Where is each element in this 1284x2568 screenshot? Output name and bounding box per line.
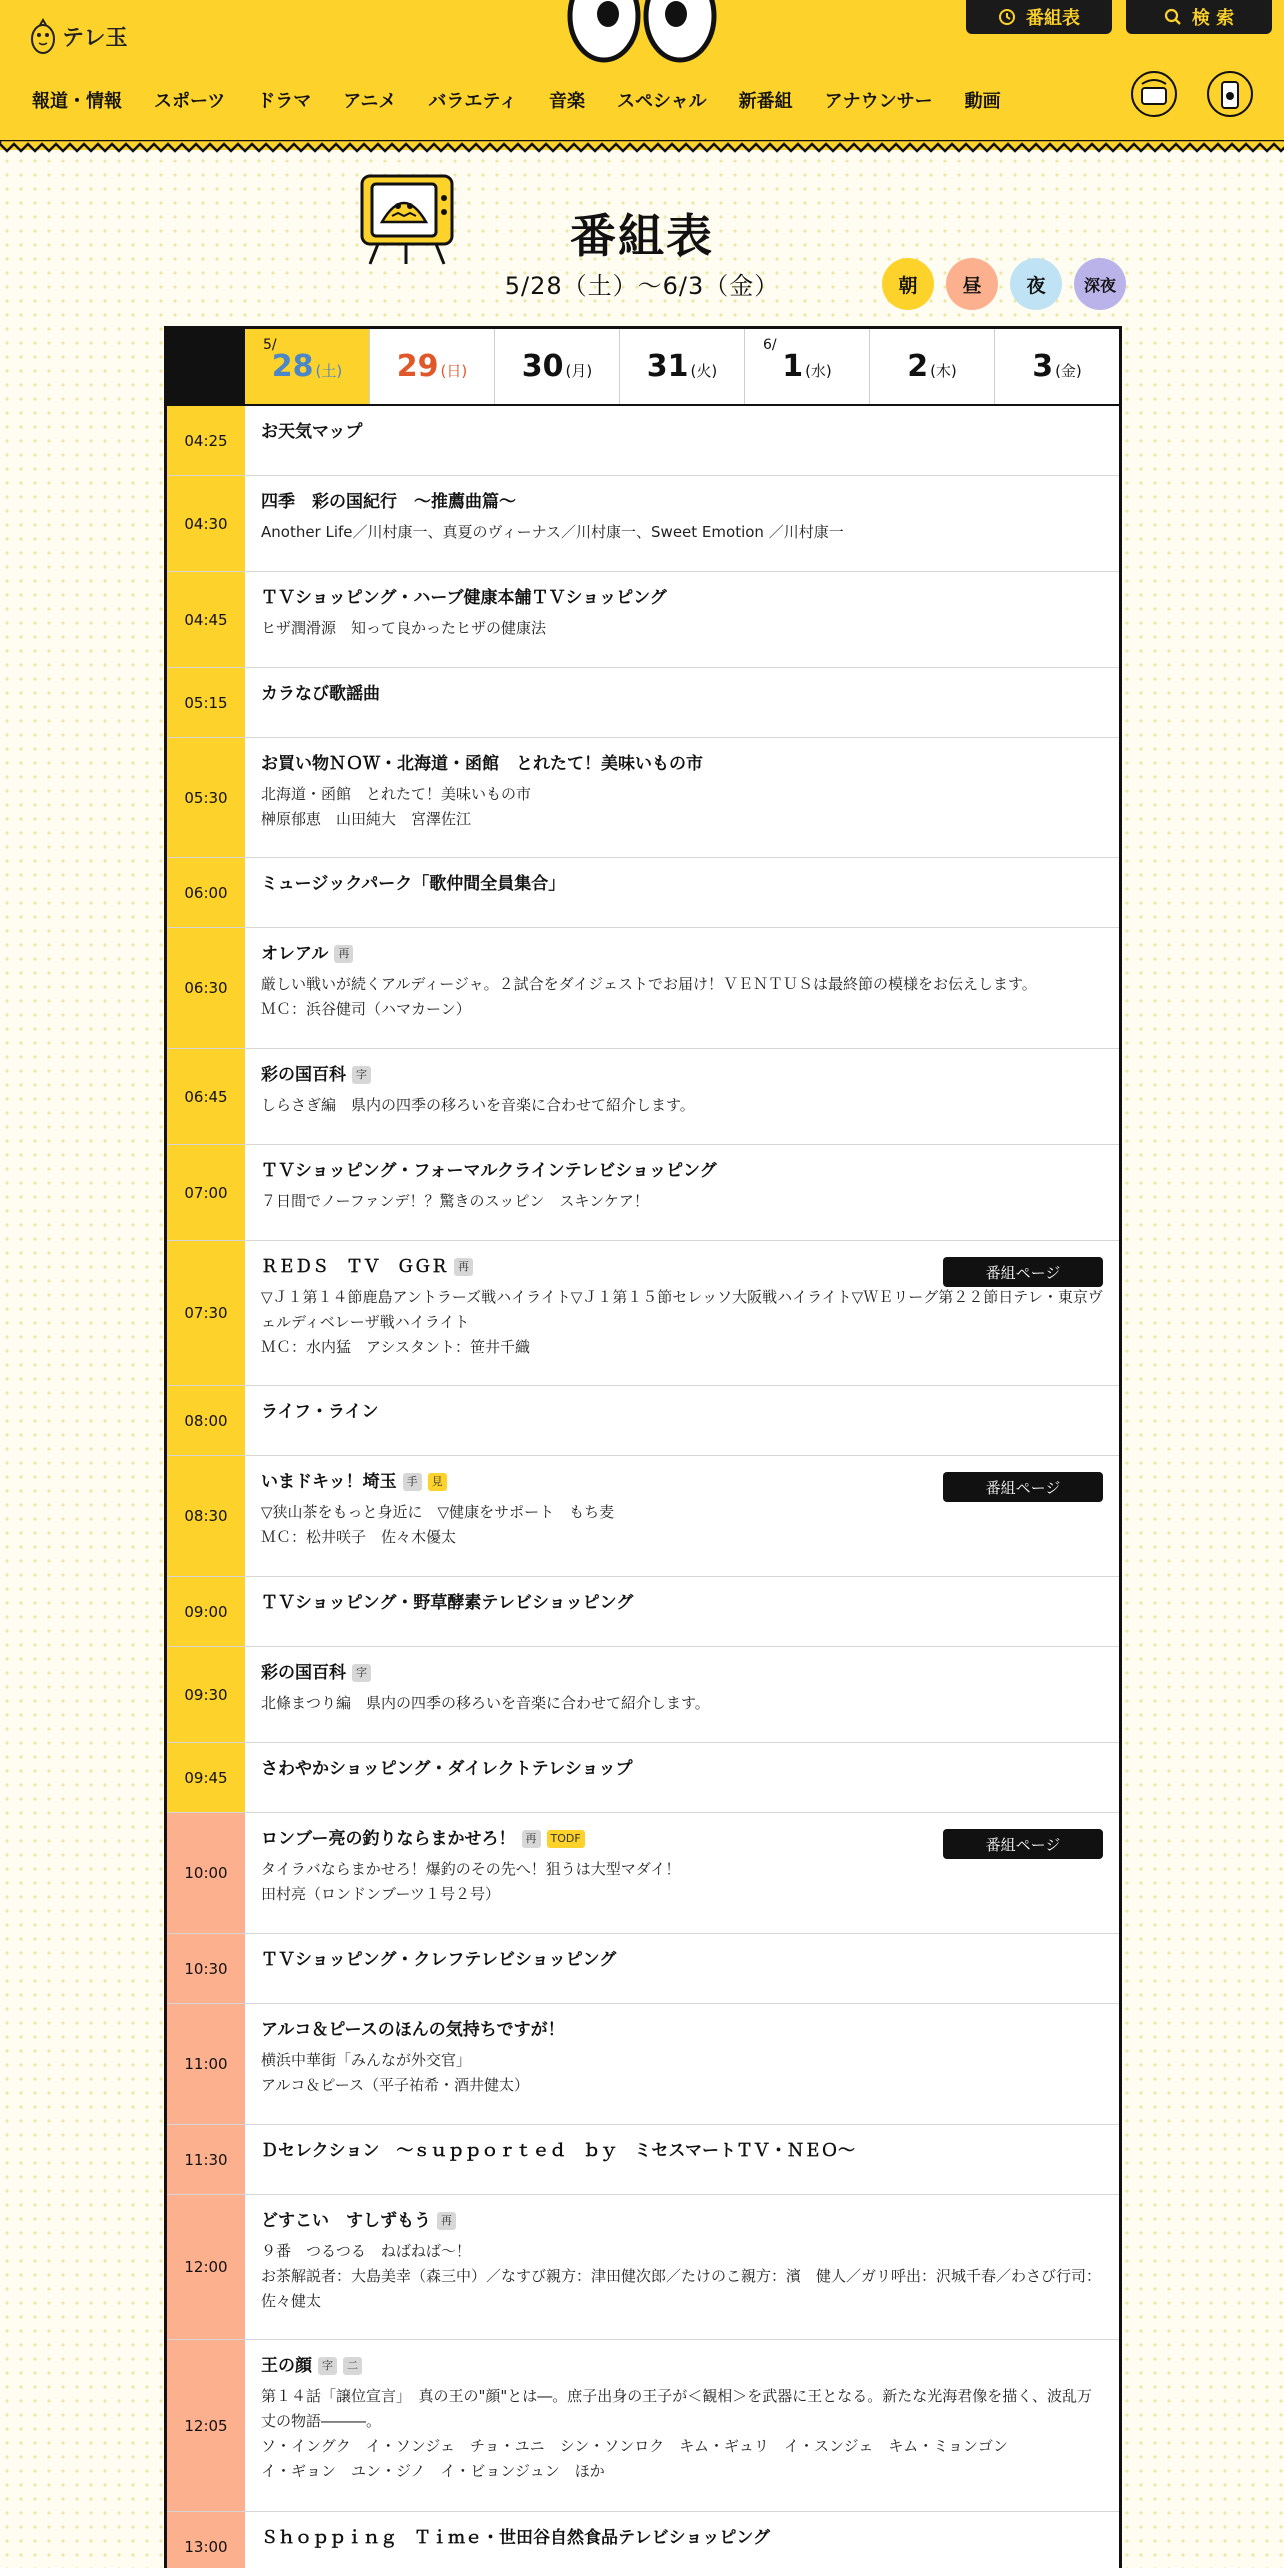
time-period-filters [882,258,1126,310]
program-title-text: さわやかショッピング・ダイレクトテレショップ [261,1759,633,1779]
day-tabs-corner [167,329,245,404]
program-description-line: お茶解説者：大島美幸（森三中）／なすび親方：津田健次郎／たけのこ親方：濱 健人／ガリ呼出：沢城千春／わさび行司：佐々健太 [261,2267,1102,2310]
day-tab-month: 5/ [263,337,277,353]
search-button-label: 検 索 [1191,8,1235,29]
search-button[interactable] [1126,0,1272,34]
program-title[interactable] [261,490,1103,514]
site-logo[interactable] [30,14,128,58]
program-body [245,1647,1119,1742]
program-badge: 手 [403,1473,422,1491]
filter-late-night[interactable]: 深夜 [1074,258,1126,310]
program-title-text: ライフ・ライン [261,1402,379,1422]
program-description-line: イ・ギョン ユン・ジノ イ・ビョンジュン ほか [261,2462,605,2480]
program-title-text: カラなび歌謡曲 [261,684,380,704]
program-description-line: ▽Ｊ１第１４節鹿島アントラーズ戦ハイライト▽Ｊ１第１５節セレッソ大阪戦ハイライト▽ＷＥリーグ第２２節日テレ・東京ヴェルディベレーザ戦ハイライト [261,1288,1103,1331]
day-tab-date: 1 [782,349,804,384]
program-time: 08:30 [167,1456,245,1576]
program-time: 05:15 [167,668,245,737]
nav-item-new-programs[interactable]: 新番組 [738,91,793,112]
nav-item-variety[interactable]: バラエティ [428,91,517,112]
program-title[interactable] [261,682,1103,706]
program-list [167,406,1119,2568]
program-row[interactable] [167,2004,1119,2125]
day-tab-date: 29 [396,349,439,384]
program-badge: 字 [318,2357,337,2375]
tamakun-mascot-icon [30,17,56,55]
day-tab-month: 6/ [763,337,777,353]
program-title-text: Ｄセレクション ～ｓｕｐｐｏｒｔｅｄ ｂｙ ミセスマートＴＶ・ＮＥＯ～ [261,2141,855,2161]
program-row[interactable] [167,668,1119,738]
program-time: 06:30 [167,928,245,1048]
program-badge: 再 [522,1830,541,1848]
day-tab-weekday: (木) [930,362,957,380]
program-body [245,738,1119,857]
program-title-text: アルコ＆ピースのほんの気持ちですが！ [261,2020,565,2040]
program-badge: TODF [547,1830,585,1848]
program-title-text: いまドキッ！埼玉 [261,1472,397,1492]
program-title-text: Ｓｈｏｐｐｉｎｇ Ｔｉｍｅ・世田谷自然食品テレビショッピング [261,2528,770,2548]
program-description [261,1691,1103,1716]
program-badge: 再 [437,2212,456,2230]
program-description-line: ＭＣ：松井咲子 佐々木優太 [261,1528,457,1546]
program-description-line: ソ・イングク イ・ソンジェ チョ・ユニ シン・ソンロク キム・ギュリ イ・スンジェ キム・ミョンゴン [261,2437,1008,2455]
program-body [245,1577,1119,1646]
program-description-line: ７日間でノーファンデ！？驚きのスッピン スキンケア！ [261,1192,649,1210]
program-body [245,572,1119,667]
day-tab-date: 30 [521,349,564,384]
program-title[interactable] [261,1159,1103,1183]
day-tab-weekday: (火) [690,362,718,380]
program-row[interactable] [167,476,1119,572]
program-description [261,1500,1103,1550]
program-badge: 字 [352,1664,371,1682]
program-description [261,1189,1103,1214]
program-row[interactable] [167,1647,1119,1743]
tv-mascot-illustration [352,168,464,268]
program-row[interactable] [167,1145,1119,1241]
program-body [245,858,1119,927]
program-body [245,2125,1119,2194]
program-body [245,2195,1119,2339]
program-description [261,972,1103,1022]
day-tab-weekday: (金) [1055,362,1082,380]
filter-night[interactable]: 夜 [1010,258,1062,310]
program-description-line: ヒザ潤滑源 知って良かったヒザの健康法 [261,619,547,637]
nav-item-drama[interactable]: ドラマ [257,91,312,112]
program-body [245,476,1119,571]
day-tab[interactable] [869,329,994,404]
program-time: 04:25 [167,406,245,475]
program-body [245,2004,1119,2124]
program-time: 10:30 [167,1934,245,2003]
nav-item-sports[interactable]: スポーツ [154,91,226,112]
program-description [261,1285,1103,1360]
program-body [245,1049,1119,1144]
program-title[interactable] [261,2526,1103,2550]
program-title-text: ＴＶショッピング・フォーマルクラインテレビショッピング [261,1161,717,1181]
program-title[interactable] [261,872,1103,896]
program-description-line: ＭＣ：水内猛 アシスタント：笹井千織 [261,1338,530,1356]
telemasu-icon[interactable] [1206,70,1254,118]
day-tab-date: 3 [1032,349,1054,384]
date-range: 5/28（土）〜6/3（金） [504,272,780,300]
program-row[interactable] [167,928,1119,1049]
program-title-text: ＲＥＤＳ ＴＶ ＧＧＲ [261,1257,448,1277]
program-time: 07:30 [167,1241,245,1385]
program-description [261,520,1103,545]
mascot-eyes-icon [566,0,718,64]
day-tabs [167,329,1119,406]
program-description-line: 北條まつり編 県内の四季の移ろいを音楽に合わせて紹介します。 [261,1694,710,1712]
program-body [245,1934,1119,2003]
program-row[interactable] [167,1241,1119,1386]
program-time: 09:00 [167,1577,245,1646]
day-tab[interactable] [245,329,369,404]
program-badge: 字 [352,1066,371,1084]
program-row[interactable] [167,1743,1119,1813]
program-title[interactable] [261,1591,1103,1615]
header-zigzag-divider [0,140,1284,154]
program-description-line: 厳しい戦いが続くアルディージャ。２試合をダイジェストでお届け！ＶＥＮＴＵＳは最終節の模様をお伝えします。 [261,975,1037,993]
filter-daytime[interactable]: 昼 [946,258,998,310]
day-tab-date: 2 [907,349,929,384]
day-tab-weekday: (月) [565,362,593,380]
program-title[interactable] [261,1400,1103,1424]
program-badge: 再 [454,1258,473,1276]
day-tab-date: 31 [646,349,689,384]
nav-item-announcers[interactable]: アナウンサー [824,91,933,112]
program-title[interactable] [261,1661,1103,1685]
program-title[interactable] [261,942,1103,966]
program-row[interactable] [167,1049,1119,1145]
program-time: 08:00 [167,1386,245,1455]
program-title[interactable] [261,1948,1103,1972]
program-row[interactable] [167,1577,1119,1647]
program-title-text: オレアル [261,944,329,964]
day-tab-weekday: (水) [805,362,832,380]
program-body [245,2340,1119,2511]
program-row[interactable] [167,572,1119,668]
program-time: 12:00 [167,2195,245,2339]
program-body [245,1743,1119,1812]
search-icon [1164,8,1182,26]
program-time: 04:45 [167,572,245,667]
program-description-line: タイラバならまかせろ！爆釣のその先へ！狙うは大型マダイ！ [261,1860,681,1878]
program-description-line: 第１４話「譲位宣言」 真の王の"顔"とは―。庶子出身の王子が＜観相＞を武器に王となる。新たな光海君像を描く、波乱万丈の物語―――。 [261,2387,1093,2430]
program-row[interactable] [167,1456,1119,1577]
program-row[interactable] [167,406,1119,476]
program-title[interactable] [261,752,1103,776]
program-description [261,2384,1103,2484]
program-description-line: 榊原郁恵 山田純大 宮澤佐江 [261,810,472,828]
program-badge: 再 [334,945,353,963]
program-time: 10:00 [167,1813,245,1933]
program-title-text: 彩の国百科 [261,1065,346,1085]
program-body [245,1386,1119,1455]
program-title[interactable] [261,586,1103,610]
program-time: 06:45 [167,1049,245,1144]
program-row[interactable] [167,858,1119,928]
program-title-text: どすこい すしずもう [261,2211,431,2231]
main-nav [14,84,1017,116]
program-description-line: 田村亮（ロンドンブーツ１号２号） [261,1885,500,1903]
program-body [245,928,1119,1048]
program-time: 12:05 [167,2340,245,2511]
program-title[interactable] [261,2018,1103,2042]
program-time: 05:30 [167,738,245,857]
program-row[interactable] [167,738,1119,858]
program-title-text: ロンブー亮の釣りならまかせろ！ [261,1829,516,1849]
program-description [261,616,1103,641]
program-description-line: Another Life／川村康一、真夏のヴィーナス／川村康一、Sweet Emotion ／川村康一 [261,523,844,541]
program-description [261,2048,1103,2098]
day-tab-date: 28 [271,349,314,384]
program-title-text: 彩の国百科 [261,1663,346,1683]
program-title[interactable] [261,2354,1103,2378]
filter-morning[interactable]: 朝 [882,258,934,310]
program-title-text: ＴＶショッピング・クレフテレビショッピング [261,1950,617,1970]
program-row[interactable] [167,2340,1119,2512]
logo-text: テレ玉 [62,25,128,51]
tv-icon[interactable] [1130,70,1178,118]
program-time: 11:00 [167,2004,245,2124]
program-title[interactable] [261,1757,1103,1781]
clock-icon [998,8,1016,26]
program-description [261,2239,1103,2314]
nav-item-music[interactable]: 音楽 [548,91,585,112]
program-body [245,1145,1119,1240]
program-badge: 見 [428,1473,447,1491]
program-description-line: 横浜中華街「みんなが外交官」 [261,2051,472,2069]
program-time: 13:00 [167,2512,245,2568]
nav-item-anime[interactable]: アニメ [343,91,397,112]
program-description [261,782,1103,832]
program-body [245,668,1119,737]
program-body [245,406,1119,475]
program-description-line: ＭＣ：浜谷健司（ハマカーン） [261,1000,471,1018]
program-title-text: お天気マップ [261,422,363,442]
day-tab[interactable] [744,329,869,404]
program-body [245,2512,1119,2568]
program-time: 09:45 [167,1743,245,1812]
program-row[interactable] [167,2125,1119,2195]
program-row[interactable] [167,1386,1119,1456]
day-tab[interactable] [994,329,1119,404]
program-row[interactable] [167,2195,1119,2340]
schedule-button-label: 番組表 [1026,8,1080,29]
program-description-line: ９番 つるつる ねばねば～！ [261,2242,471,2260]
day-tab[interactable] [619,329,744,404]
program-page-button[interactable]: 番組ページ [943,1472,1103,1502]
program-time: 09:30 [167,1647,245,1742]
day-tab[interactable] [494,329,619,404]
site-header [0,0,1284,150]
schedule-button[interactable] [966,0,1112,34]
nav-item-news[interactable]: 報道・情報 [32,91,122,112]
program-title-text: お買い物ＮＯＷ・北海道・函館 とれたて！美味いもの市 [261,754,703,774]
nav-item-special[interactable]: スペシャル [616,91,707,112]
program-description [261,1857,1103,1907]
program-description [261,1093,1103,1118]
program-page-button[interactable]: 番組ページ [943,1829,1103,1859]
program-title[interactable] [261,420,1103,444]
program-row[interactable] [167,1813,1119,1934]
program-time: 11:30 [167,2125,245,2194]
program-row[interactable] [167,1934,1119,2004]
program-title[interactable] [261,2209,1103,2233]
program-time: 07:00 [167,1145,245,1240]
page-title: 番組表 [570,209,714,263]
program-title[interactable] [261,1063,1103,1087]
schedule-grid [164,326,1122,2568]
program-time: 04:30 [167,476,245,571]
program-title[interactable] [261,2139,1103,2163]
day-tab-weekday: (土) [315,362,343,380]
program-title-text: ＴＶショッピング・野草酵素テレビショッピング [261,1593,634,1613]
program-description-line: アルコ＆ピース（平子祐希・酒井健太） [261,2076,530,2094]
program-page-button[interactable]: 番組ページ [943,1257,1103,1287]
program-description-line: ▽狭山茶をもっと身近に ▽健康をサポート もち麦 [261,1503,615,1521]
program-title-text: 四季 彩の国紀行 ～推薦曲篇～ [261,492,516,512]
program-row[interactable] [167,2512,1119,2568]
program-description-line: しらさぎ編 県内の四季の移ろいを音楽に合わせて紹介します。 [261,1096,695,1114]
program-description-line: 北海道・函館 とれたて！美味いもの市 [261,785,532,803]
day-tab[interactable] [369,329,494,404]
program-title-text: 王の顔 [261,2356,312,2376]
day-tab-weekday: (日) [440,362,468,380]
program-title-text: ＴＶショッピング・ハーブ健康本舗ＴＶショッピング [261,588,667,608]
program-badge: 二 [343,2357,362,2375]
nav-item-video[interactable]: 動画 [964,91,1001,112]
program-title-text: ミュージックパーク「歌仲間全員集合」 [261,874,566,894]
program-time: 06:00 [167,858,245,927]
